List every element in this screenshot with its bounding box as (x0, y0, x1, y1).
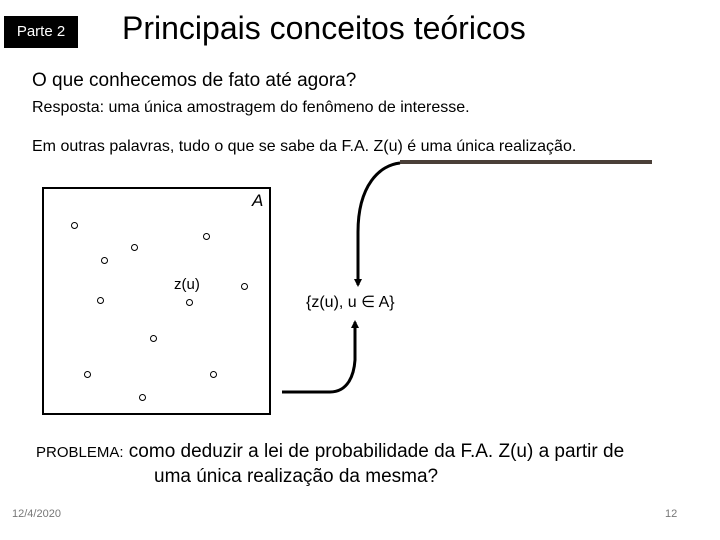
section-badge: Parte 2 (4, 16, 78, 48)
footer-page-number: 12 (665, 508, 678, 520)
question-text: O que conhecemos de fato até agora? (32, 70, 357, 91)
problem-text-1: como deduzir a lei de probabilidade da F.A. Z(u) a partir de (123, 441, 625, 462)
point-label: z(u) (174, 276, 200, 293)
problem-line-2: uma única realização da mesma? (154, 466, 439, 487)
statement-text: Em outras palavras, tudo o que se sabe da F.A. Z(u) é uma única realização. (32, 138, 577, 155)
problem-heading: PROBLEMA: (36, 444, 124, 461)
curved-arrow-down (358, 163, 400, 285)
footer-date: 12/4/2020 (12, 508, 61, 520)
curved-arrow-up (282, 322, 355, 392)
set-label: {z(u), u ∈ A} (306, 294, 395, 311)
slide-title: Principais conceitos teóricos (122, 10, 526, 46)
answer-text: Resposta: uma única amostragem do fenômeno de interesse. (32, 99, 470, 116)
problem-line-1 (36, 441, 624, 463)
region-label: A (252, 191, 264, 210)
